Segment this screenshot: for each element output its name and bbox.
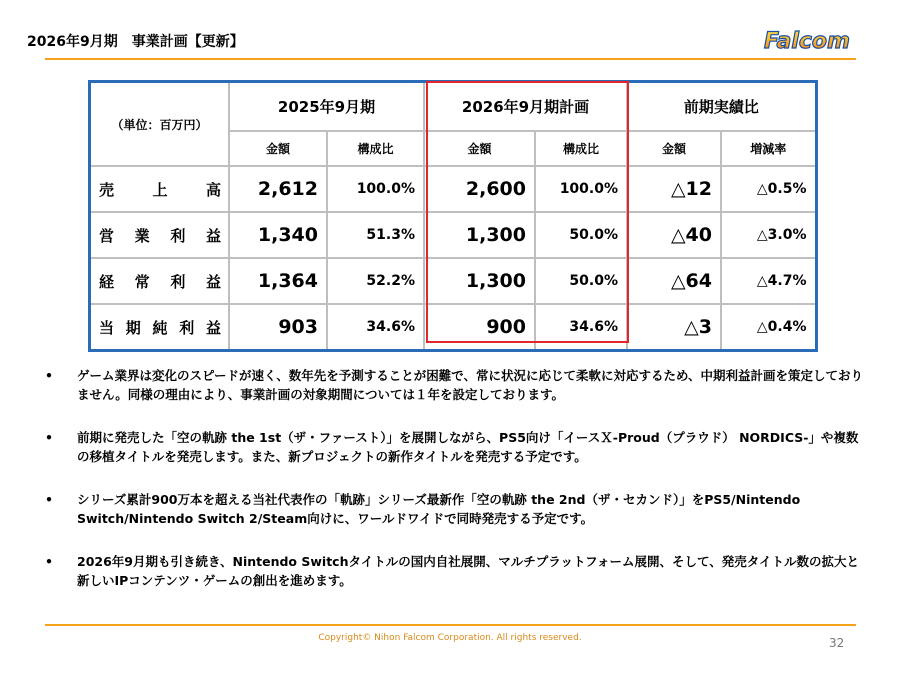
cell-ratio-2026: 34.6% [535,304,627,351]
table-row-operating-profit [90,212,817,258]
cell-yoy-rate: △0.5% [721,166,816,212]
cell-amount-2026: 1,300 [424,212,535,258]
bullet-marker: • [45,554,53,569]
cell-ratio-2026: 50.0% [535,258,627,304]
unit-label: （単位：百万円） [90,82,230,167]
group-fy2025: 2025年9月期 [229,82,424,132]
cell-amount-2025: 1,340 [229,212,327,258]
row-label-char: 経 [99,272,115,291]
table-row-net-income [90,304,817,351]
row-label [90,212,230,258]
row-label-char: 益 [205,272,221,291]
row-label-char: 益 [205,318,221,337]
bullet-text: ゲーム業界は変化のスピードが速く、数年先を予測することが困難で、常に状況に応じて柔軟に対応するため、中期利益計画を策定しておりません。同様の理由により、事業計画の対象期間については１年を設定しております。 [77,368,864,402]
row-label-char: 常 [134,272,150,291]
copyright-text: Copyright© Nihon Falcom Corporation. All rights reserved. [318,633,582,643]
table-row-sales [90,166,817,212]
cell-ratio-2025: 100.0% [327,166,424,212]
cell-amount-2026: 2,600 [424,166,535,212]
cell-amount-2025: 1,364 [229,258,327,304]
cell-yoy-rate: △0.4% [721,304,816,351]
row-label-char: 当 [99,318,115,337]
table-row-ordinary-profit [90,258,817,304]
subheader-amount: 金額 [424,131,535,166]
row-label-char: 営 [99,226,115,245]
group-fy2026-plan: 2026年9月期計画 [424,82,627,132]
cell-amount-2026: 1,300 [424,258,535,304]
cell-amount-2025: 903 [229,304,327,351]
subheader-ratio: 構成比 [327,131,424,166]
cell-ratio-2026: 50.0% [535,212,627,258]
subheader-amount: 金額 [627,131,721,166]
cell-amount-2026: 900 [424,304,535,351]
page-title: 2026年9月期 事業計画【更新】 [27,34,244,50]
cell-yoy-amount: △3 [627,304,721,351]
list-item [45,366,865,404]
row-label-char: 売 [99,180,115,199]
cell-yoy-amount: △64 [627,258,721,304]
subheader-ratio: 構成比 [535,131,627,166]
row-label-char: 業 [134,226,150,245]
cell-yoy-rate: △4.7% [721,258,816,304]
row-label-char: 益 [205,226,221,245]
row-label-char: 利 [170,226,186,245]
subheader-amount: 金額 [229,131,327,166]
bullet-marker: • [45,368,53,383]
cell-ratio-2026: 100.0% [535,166,627,212]
row-label [90,304,230,351]
footer-divider [45,624,856,626]
list-item [45,552,865,590]
group-yoy: 前期実績比 [627,82,816,132]
page-number: 32 [829,636,845,650]
row-label-char: 期 [125,318,141,337]
bullet-text: シリーズ累計900万本を超える当社代表作の「軌跡」シリーズ最新作「空の軌跡 the 2nd（ザ・セカンド）」をPS5/Nintendo Switch/Nintendo Switch 2/Steam向けに、ワールドワイドで同時発売する予定です。 [77,492,801,526]
business-plan-table [88,80,818,352]
cell-yoy-amount: △12 [627,166,721,212]
cell-amount-2025: 2,612 [229,166,327,212]
list-item [45,428,865,466]
row-label [90,166,230,212]
cell-yoy-rate: △3.0% [721,212,816,258]
row-label-char: 高 [205,180,221,199]
row-label-char: 上 [152,180,168,199]
row-label-char: 利 [179,318,195,337]
row-label-char: 利 [170,272,186,291]
bullet-text: 2026年9月期も引き続き、Nintendo Switchタイトルの国内自社展開、マルチプラットフォーム展開、そして、発売タイトル数の拡大と新しいIPコンテンツ・ゲームの創出を進めます。 [77,554,859,588]
row-label [90,258,230,304]
cell-yoy-amount: △40 [627,212,721,258]
list-item [45,490,865,528]
bullet-marker: • [45,430,53,445]
header-divider [45,58,856,60]
svg-text:Falcom: Falcom [764,29,850,53]
row-label-char: 純 [152,318,168,337]
bullet-marker: • [45,492,53,507]
notes-list [45,366,865,614]
cell-ratio-2025: 52.2% [327,258,424,304]
subheader-change-rate: 増減率 [721,131,816,166]
cell-ratio-2025: 34.6% [327,304,424,351]
cell-ratio-2025: 51.3% [327,212,424,258]
falcom-logo [757,27,857,53]
bullet-text: 前期に発売した「空の軌跡 the 1st（ザ・ファースト）」を展開しながら、PS5向け「イースＸ-Proud（プラウド） NORDICS-」や複数の移植タイトルを発売します。また、新プロジェクトの新作タイトルを発売する予定です。 [77,430,859,464]
